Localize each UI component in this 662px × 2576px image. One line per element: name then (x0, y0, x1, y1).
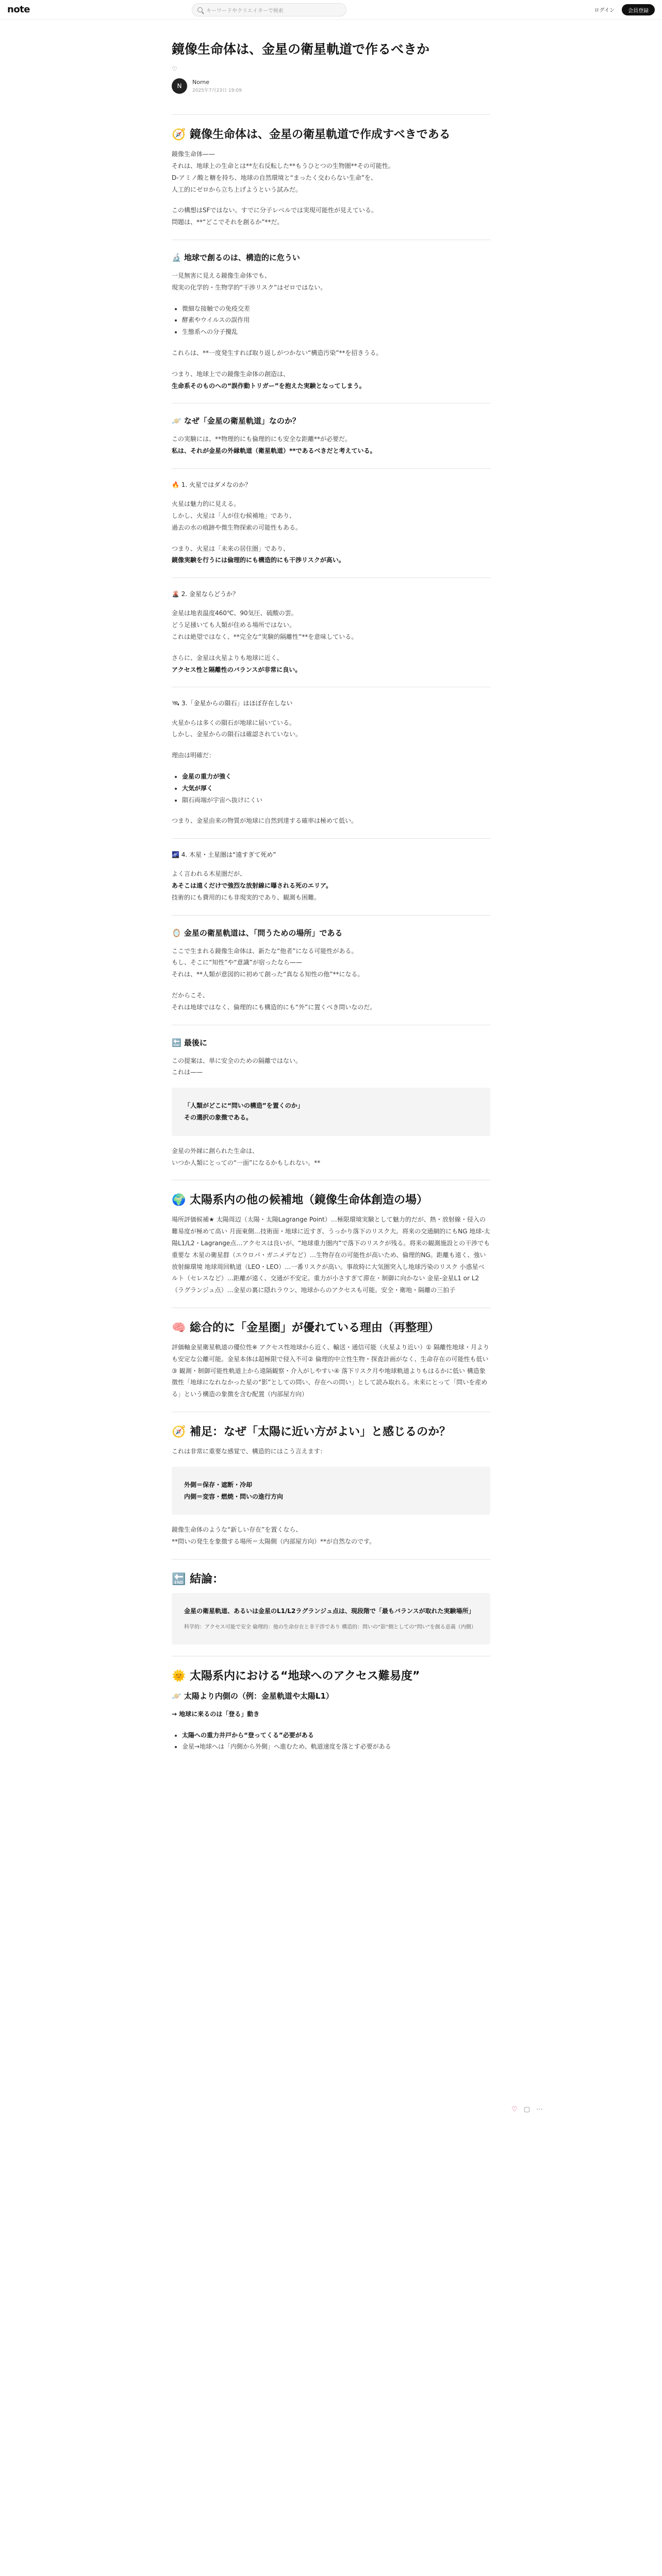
search-input[interactable] (192, 3, 346, 16)
paragraph: この実験には、**物理的にも倫理的にも安全な距離**が必要だ。 (172, 435, 352, 443)
paragraph: 私は、それが金星の外縁軌道（衛星軌道）**であるべきだと考えている。 (172, 447, 376, 455)
list-item: 大気が厚く (172, 783, 490, 794)
list-item: 太陽への重力井戸から“登ってくる”必要がある (172, 1730, 490, 1741)
share-icon[interactable]: ⋯ (536, 2106, 543, 2113)
list-item: 酵素やウイルスの誤作用 (172, 314, 490, 326)
comment-icon[interactable]: ▢ (523, 2106, 530, 2113)
paragraph: どう足掻いても人類が住める場所ではない。 (172, 621, 296, 629)
section-heading: 🪞 金星の衛星軌道は、「問うための場所」である (172, 928, 343, 938)
section-body (172, 717, 490, 827)
paragraph: 問題は、**“どこでそれを創るか”**だ。 (172, 218, 284, 226)
paragraph: 鏡像生命体—— (172, 150, 216, 158)
divider (172, 915, 490, 916)
section-body (172, 148, 490, 228)
section-heading: 🛰 3.「金星からの隕石」はほぼ存在しない (172, 700, 293, 707)
section-body (172, 945, 490, 1013)
paragraph: 一見無害に見える鏡像生命体でも、 (172, 272, 271, 280)
divider (172, 114, 490, 115)
paragraph: この提案は、単に安全のための隔離ではない。 (172, 1057, 302, 1064)
paragraph: 現実の化学的・生物学的“干渉リスク”はゼロではない。 (172, 283, 327, 291)
divider (172, 838, 490, 839)
section-heading: 🧭 補足：なぜ「太陽に近い方がよい」と感じるのか？ (172, 1426, 451, 1439)
list-item: 隕石両端が宇宙へ抜けにくい (172, 794, 490, 806)
side-actions (511, 2106, 543, 2113)
quote-block (172, 1467, 490, 1515)
paragraph: 火星からは多くの隕石が地球に届いている。 (172, 719, 296, 726)
paragraph: これらは、**一度発生すれば取り返しがつかない“構造汚染”**を招きうる。 (172, 349, 383, 357)
paragraph: これは非常に重要な感覚で、構造的にはこう言えます： (172, 1448, 326, 1455)
like-icon[interactable]: ♡ (172, 65, 177, 73)
paragraph: 金星は地表温度460℃、90気圧、硫酸の雲。 (172, 609, 297, 617)
section-heading: 🌍 太陽系内の他の候補地（鏡像生命体創造の場） (172, 1194, 428, 1207)
section-heading: 🔬 地球で創るのは、構造的に危うい (172, 253, 300, 263)
section-body (172, 1708, 490, 1753)
paragraph: D-アミノ酸と糖を持ち、地球の自然環境と“まったく交わらない生命”を、 (172, 174, 377, 181)
section-heading: 🌌 4. 木星・土星圏は“遠すぎて死め” (172, 851, 276, 859)
quote-line: その選択の象徴である。 (184, 1114, 253, 1122)
search-icon (197, 7, 203, 12)
quote-block (172, 1593, 490, 1645)
quote-block (172, 1088, 490, 1136)
author-name[interactable]: Norne (192, 79, 210, 86)
paragraph: ここで生まれる鏡像生命体は、新たな“他者”になる可能性がある。 (172, 947, 358, 955)
paragraph: 理由は明確だ： (172, 752, 216, 759)
list-item: 金星→地球へは「内側から外側」へ進むため、軌道速度を落とす必要がある (172, 1741, 490, 1753)
paragraph: もし、そこに“知性”や“意識”が宿ったなら—— (172, 959, 302, 967)
list-item: 金星の重力が強く (172, 771, 490, 783)
quote-line: 科学的：アクセス可能で安全 倫理的：他の生命存在と非干渉であり 構造的：問いの“影”側としての“問い”を創る意義（内側） (184, 1624, 476, 1630)
note-logo[interactable]: note (7, 4, 30, 15)
section-heading: 🪐 なぜ「金星の衛星軌道」なのか？ (172, 416, 300, 426)
paragraph: これは絶望ではなく、**完全な“実験的隔離性”**を意味している。 (172, 633, 358, 640)
paragraph: 過去の水の痕跡や微生物探索の可能性もある。 (172, 523, 302, 531)
paragraph: 鏡像生命体のような“新しい存在”を置くなら、 (172, 1526, 302, 1534)
paragraph: 鏡像実験を行うには倫理的にも構造的にも干渉リスクが高い。 (172, 556, 345, 564)
paragraph: しかし、火星は「人が住む候補地」であり、 (172, 512, 296, 519)
top-navigation (0, 0, 662, 20)
quote-line: 内側＝変容・燃焼・問いの進行方向 (184, 1493, 284, 1500)
divider (172, 468, 490, 469)
section-heading: 🧠 総合的に「金星圏」が優れている理由（再整理） (172, 1321, 440, 1335)
search-placeholder: キーワードやクリエイターで検索 (206, 8, 284, 14)
section-body (172, 270, 490, 392)
paragraph: よく言われる木星圏だが、 (172, 870, 246, 878)
article-title: 鏡像生命体は、金星の衛星軌道で作るべきか (172, 42, 430, 57)
paragraph: つまり、地球上での鏡像生命体の創造は、 (172, 370, 290, 378)
section-body (172, 433, 490, 457)
author-block (172, 78, 490, 94)
section-body (172, 1446, 490, 1548)
divider (172, 1559, 490, 1560)
section-heading: 🔚 最後に (172, 1038, 207, 1047)
paragraph: それは、地球上の生命とは**左右反転した**もうひとつの生物圏**その可能性。 (172, 162, 394, 170)
section-body (172, 607, 490, 675)
paragraph: それは、**人類が意図的に初めて創った“真なる知性の他”**になる。 (172, 971, 364, 978)
section-body (172, 498, 490, 566)
section-heading: 🌋 2. 金星ならどうか？ (172, 590, 239, 598)
paragraph: 生命系そのものへの“誤作動トリガー”を抱えた実験となってしまう。 (172, 382, 366, 389)
paragraph: つまり、金星由来の物質が地球に自然到達する確率は極めて低い。 (172, 817, 358, 825)
paragraph: 技術的にも費用的にも非現実的であり、観測も困難。 (172, 893, 321, 901)
login-link[interactable]: ログイン (594, 8, 615, 13)
paragraph: アクセス性と隔離性のバランスが非常に良い。 (172, 666, 302, 673)
section-heading: 🔚 結論： (172, 1573, 224, 1586)
paragraph: これは—— (172, 1069, 203, 1076)
avatar[interactable]: N (172, 78, 187, 94)
signup-button[interactable]: 会員登録 (622, 4, 655, 15)
paragraph: あそこは遠くだけで強烈な放射線に曝される死のエリア。 (172, 882, 333, 890)
paragraph: しかし、金星からの隕石は確認されていない。 (172, 731, 302, 738)
paragraph: いつか人類にとっての“一面”になるかもしれない。** (172, 1159, 321, 1166)
quote-line: 金星の衛星軌道、あるいは金星のL1/L2ラグランジュ点は、現段階で「最もバランスが取れた実験場所」 (184, 1607, 475, 1615)
paragraph: 火星は魅力的に見える。 (172, 500, 240, 508)
heart-icon[interactable]: ♡ (511, 2106, 518, 2113)
paragraph: → 地球に来るのは「登る」動き (172, 1710, 260, 1718)
section-heading: 🔥 1. 火星ではダメなのか？ (172, 481, 252, 488)
section-heading: 🌞 太陽系内における“地球へのアクセス難易度” (172, 1669, 420, 1683)
quote-line: 外側＝保存・遮断・冷却 (184, 1481, 253, 1488)
paragraph: つまり、火星は「未来の居住圏」であり、 (172, 545, 290, 552)
list-item: 微細な接触での免疫交差 (172, 303, 490, 315)
section-body: 評価軸金星衛星軌道の優位性※ アクセス性地球から近く、輸送・通信可能（火星より近い）① 隔離性地球・月よりも安定な公離可能。金星本体は超極限で侵入不可② 倫理的中立性生物・探査計画がなく、生命存在の可能性も低い③ 観測・制御可能性軌道上から遠隔観察・介入がしやすい④ 落下リスク月や地球軌道よりもはるかに低い 構造象徴性「地球になれなかった星の“影”としての問い、存在への問い」として読み取れる。未来にとって「問いを産める」という構造の象徴を含む配置（内部屋方向） (172, 1344, 489, 1398)
paragraph: 金星の外縁に創られた生命は、 (172, 1147, 259, 1155)
list-item: 生態系への分子攪乱 (172, 326, 490, 338)
section-heading: 🧭 鏡像生命体は、金星の衛星軌道で作成すべきである (172, 128, 451, 142)
article (172, 40, 490, 1753)
quote-line: 「人類がどこに“問いの構造”を置くのか」 (184, 1102, 304, 1110)
paragraph: それは地球ではなく、倫理的にも構造的にも“外”に置くべき問いなのだ。 (172, 1003, 376, 1011)
paragraph: さらに、金星は火星よりも地球に近く、 (172, 654, 283, 662)
section-body (172, 868, 490, 903)
section-body: 場所評価候補★ 太陽周辺（太陽・太陽Lagrange Point）…極限環境実験として魅力的だが、熱・放射線・侵入の難易度が極めて高い 月面東側…技術面・地球に近すぎ、うっかり落下のリスク大。将来の交通網的にもNG 地球-太陽L1/L2・Lagrange点…アクセスは良いが、“地球重力圏内”で落下のリスクが残る。将来の観測施設との干渉でも重要な 木星の衛星群（エウロパ・ガニメデなど）…生物存在の可能性が高いため、倫理的NG。距離も遠く、強い放射線環境 地球周回軌道（LEO・LEO）…一番リスクが高い。事故時に大気圏突入し地球汚染のリスク 小惑星ベルト（セレスなど）…距離が遠く、交通が不安定。重力が小さすぎて滞在・制御に向かない 金星-金星L1 or L2（ラグランジュ点）…金星の裏に隠れラウン、地球からのアクセスも可能。安全・衛地・隔離の三拍子 (172, 1216, 490, 1294)
paragraph: この構想はSFではない。すでに分子レベルでは実現可能性が見えている。 (172, 207, 377, 214)
paragraph: **問いの発生を象徴する場所＝太陽側（内部屋方向）**が自然なのです。 (172, 1538, 376, 1546)
publish-date: 2025年7月23日 19:09 (192, 88, 242, 94)
subsection-heading: 🪐 太陽より内側の（例：金星軌道や太陽L1） (172, 1691, 334, 1701)
paragraph: だからこそ、 (172, 992, 209, 999)
paragraph: 人工的にゼロから立ち上げようという試みだ。 (172, 185, 302, 193)
section-body (172, 1055, 490, 1169)
